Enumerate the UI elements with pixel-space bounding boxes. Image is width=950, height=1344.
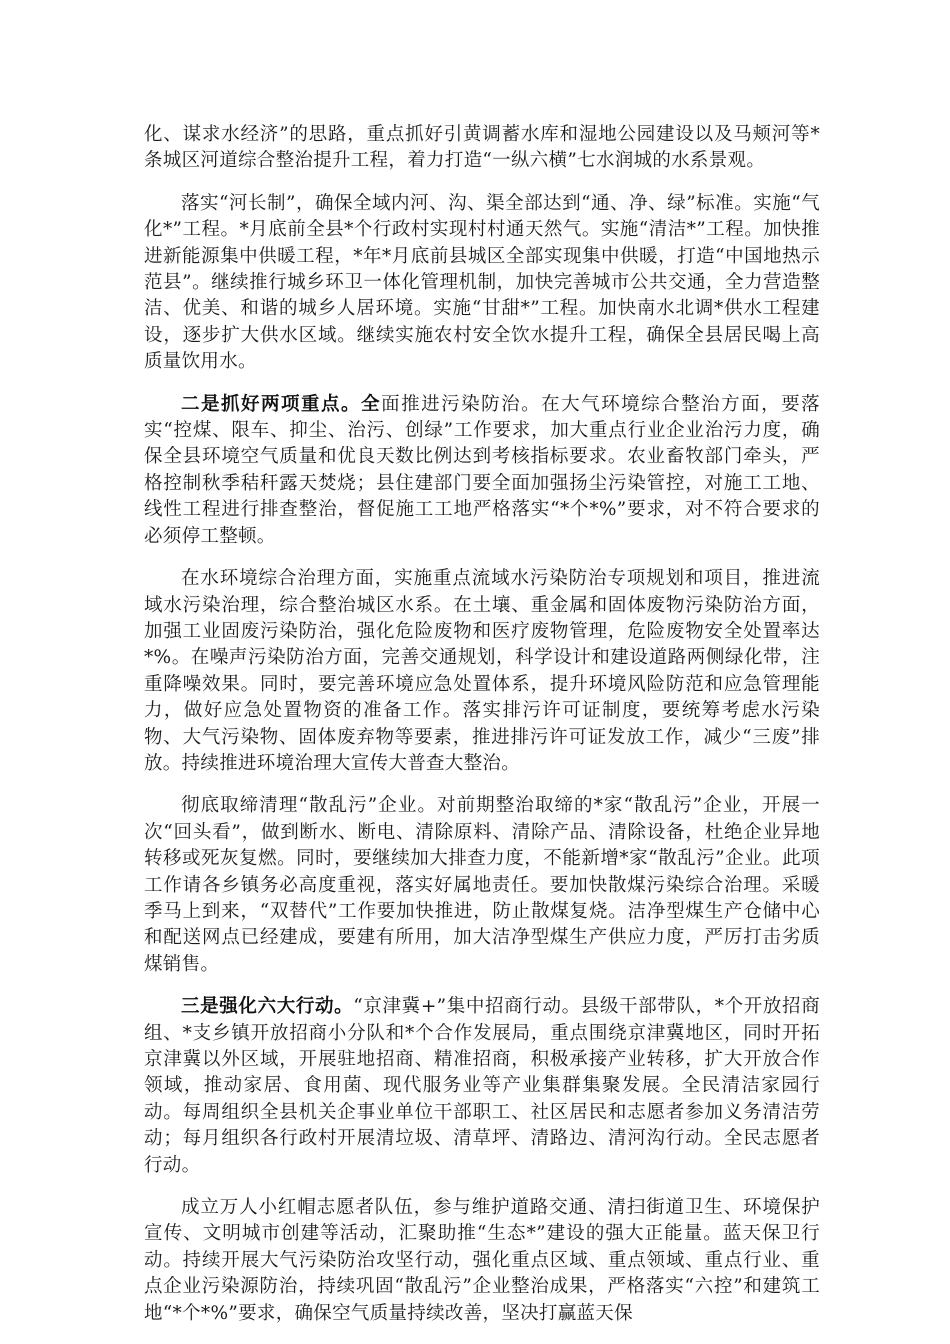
paragraph-4-text: 在水环境综合治理方面，实施重点流域水污染防治专项规划和项目，推进流域水污染治理，综合整治城区水系。在土壤、重金属和固体废物污染防治方面，加强工业固废污染防治，强化危险废物和医疗废物管理，危险废物安全处置率达*%。在噪声污染防治方面，完善交通规划，科学设计和建设道路两侧绿化带，注重降噪效果。同时，要完善环境应急处置体系，提升环境风险防范和应急管理能力，做好应急处置物资的准备工作。落实排污许可证制度，要统筹考虑水污染物、大气污染物、固体废弃物等要素，推进排污许可证发放工作，减少“三废”排放。持续推进环境治理大宣传大普查大整治。 [144, 568, 820, 774]
paragraph-2-text: 落实“河长制”，确保全域内河、沟、渠全部达到“通、净、绿”标准。实施“气化*”工程。*月底前全县*个行政村实现村村通天然气。实施“清洁*”工程。加快推进新能源集中供暖工程，*年*月底前县城区全部实现集中供暖，打造“中国地热示范县”。继续推行城乡环卫一体化管理机制，加快完善城市公共交通，全力营造整洁、优美、和谐的城乡人居环境。实施“甘甜*”工程。加快南水北调*供水工程建设，逐步扩大供水区域。继续实施农村安全饮水提升工程，确保全县居民喝上高质量饮用水。 [144, 192, 820, 373]
paragraph-6-text: “京津冀+”集中招商行动。县级干部带队，*个开放招商组、*支乡镇开放招商小分队和*个合作发展局，重点围绕京津冀地区，同时开拓京津冀以外区域，开展驻地招商、精准招商，积极承接产业转移，扩大开放合作领域，推动家居、食用菌、现代服务业等产业集群集聚发展。全民清洁家园行动。每周组织全县机关企事业单位干部职工、社区居民和志愿者参加义务清洁劳动；每月组织各行政村开展清垃圾、清草坪、清路边、清河沟行动。全民志愿者行动。 [144, 996, 821, 1176]
paragraph-6 [144, 994, 820, 1179]
paragraph-5-text: 彻底取缔清理“散乱污”企业。对前期整治取缔的*家“散乱污”企业，开展一次“回头看”，做到断水、断电、清除原料、清除产品、清除设备，杜绝企业异地转移或死灰复燃。同时，要继续加大排查力度，不能新增*家“散乱污”企业。此项工作请各乡镇务必高度重视，落实好属地责任。要加快散煤污染综合治理。采暖季马上到来，“双替代”工作要加快推进，防止散煤复烧。洁净型煤生产仓储中心和配送网点已经建成，要建有所用，加大洁净型煤生产供应力度，严厉打击劣质煤销售。 [144, 795, 820, 975]
paragraph-1 [144, 122, 820, 175]
paragraph-gap [144, 550, 820, 566]
paragraph-3 [144, 392, 820, 550]
section-heading-two: 二是抓好两项重点。全 [181, 393, 382, 415]
paragraph-7-text: 成立万人小红帽志愿者队伍，参与维护道路交通、清扫街道卫生、环境保护宣传、文明城市创建等活动，汇聚助推“生态*”建设的强大正能量。蓝天保卫行动。持续开展大气污染防治攻坚行动，强化重点区域、重点领域、重点行业、重点企业污染源防治，持续巩固“散乱污”企业整治成果，严格落实“六控”和建筑工地“*个*%”要求，确保空气质量持续改善，坚决打赢蓝天保 [144, 1197, 820, 1324]
paragraph-5 [144, 793, 820, 978]
paragraph-7 [144, 1195, 820, 1327]
paragraph-2 [144, 191, 820, 376]
paragraph-gap [144, 1179, 820, 1195]
section-heading-three: 三是强化六大行动。 [181, 996, 354, 1018]
paragraph-gap [144, 978, 820, 994]
paragraph-1-text: 化、谋求水经济”的思路，重点抓好引黄调蓄水库和湿地公园建设以及马颊河等*条城区河道综合整治提升工程，着力打造“一纵六横”七水润城的水系景观。 [144, 124, 820, 172]
paragraph-3-text: 面推进污染防治。在大气环境综合整治方面，要落实“控煤、限车、抑尘、治污、创绿”工作要求，加大重点行业企业治污力度，确保全县环境空气质量和优良天数比例达到考核指标要求。农业畜牧部门牵头，严格控制秋季秸秆露天焚烧；县住建部门要全面加强扬尘污染管控，对施工工地、线性工程进行排查整治，督促施工工地严格落实“*个*%”要求，对不符合要求的必须停工整顿。 [144, 393, 820, 547]
paragraph-gap [144, 376, 820, 392]
paragraph-4 [144, 566, 820, 777]
paragraph-gap [144, 175, 820, 191]
document-body [144, 122, 820, 1327]
paragraph-gap [144, 777, 820, 793]
